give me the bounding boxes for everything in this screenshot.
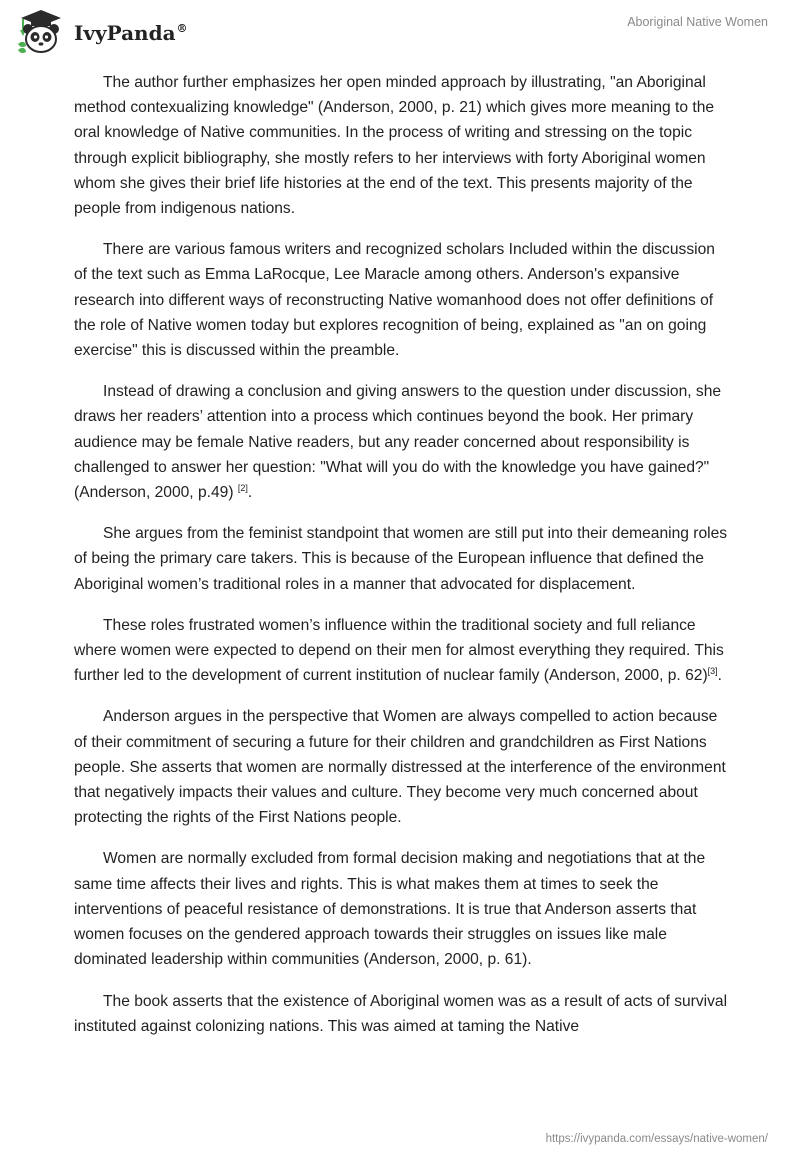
source-url[interactable]: https://ivypanda.com/essays/native-women/ — [545, 1133, 768, 1145]
footnote-reference[interactable]: [3] — [707, 666, 718, 677]
paragraph: The author further emphasizes her open minded approach by illustrating, "an Aboriginal method contexualizing knowledge" (Anderson, 2000, p. 21) which gives more meaning to the oral knowledge of Native communities. In the process of writing and stressing on the topic through explicit bibliography, she mostly refers to her interviews with forty Aboriginal women whom she gives their brief life histories at the end of the text. This presents majority of the people from indigenous nations. — [74, 74, 715, 218]
page-header — [0, 0, 800, 64]
paragraph: Instead of drawing a conclusion and giving answers to the question under discussion, she draws her readers’ attention into a process which continues beyond the book. Her primary audience may be female Native readers, but any reader concerned about responsibility is challenged to answer her question: "What will you do with the knowledge you have gained?" (Anderson, 2000, p.49) [2]. — [74, 383, 722, 502]
brand-name: IvyPanda® — [74, 21, 188, 45]
paragraph: Women are normally excluded from formal decision making and negotiations that at the same time affects their lives and rights. This is what makes them at times to seek the interventions of peaceful resistance of demonstrations. It is true that Anderson asserts that women focuses on the gendered approach towards their struggles on issues like male dominated leadership within communities (Anderson, 2000, p. 61). — [74, 850, 706, 969]
paragraph: These roles frustrated women’s influence within the traditional society and full reliance where women were expected to depend on their men for almost everything they required. This further led to the development of current institution of nuclear family (Anderson, 2000, p. 62)[3]. — [74, 616, 724, 685]
panda-graduate-icon — [14, 8, 68, 56]
essay-body — [74, 70, 730, 1055]
paragraph: There are various famous writers and recognized scholars Included within the discussion of the text such as Emma LaRocque, Lee Maracle among others. Anderson's expansive research into different ways of reconstructing Native womanhood does not offer definitions of the role of Native women today but explores recognition of being, explained as "an on going exercise" this is discussed within the preamble. — [74, 241, 715, 360]
paragraph: The book asserts that the existence of Aboriginal women was as a result of acts of survival instituted against colonizing nations. This was aimed at taming the Native — [74, 992, 728, 1035]
ivypanda-logo[interactable] — [14, 8, 188, 56]
paragraph: Anderson argues in the perspective that Women are always compelled to action because of their commitment of securing a future for their children and grandchildren as First Nations people. She asserts that women are normally distressed at the interference of the environment that negatively impacts their values and culture. They become very much concerned about protecting the rights of the First Nations people. — [74, 708, 726, 827]
document-title: Aboriginal Native Women — [627, 15, 768, 29]
paragraph: She argues from the feminist standpoint that women are still put into their demeaning roles of being the primary care takers. This is because of the European influence that defined the Aboriginal women’s traditional roles in a manner that advocated for displacement. — [74, 525, 728, 593]
footnote-reference[interactable]: [2] — [237, 482, 248, 493]
